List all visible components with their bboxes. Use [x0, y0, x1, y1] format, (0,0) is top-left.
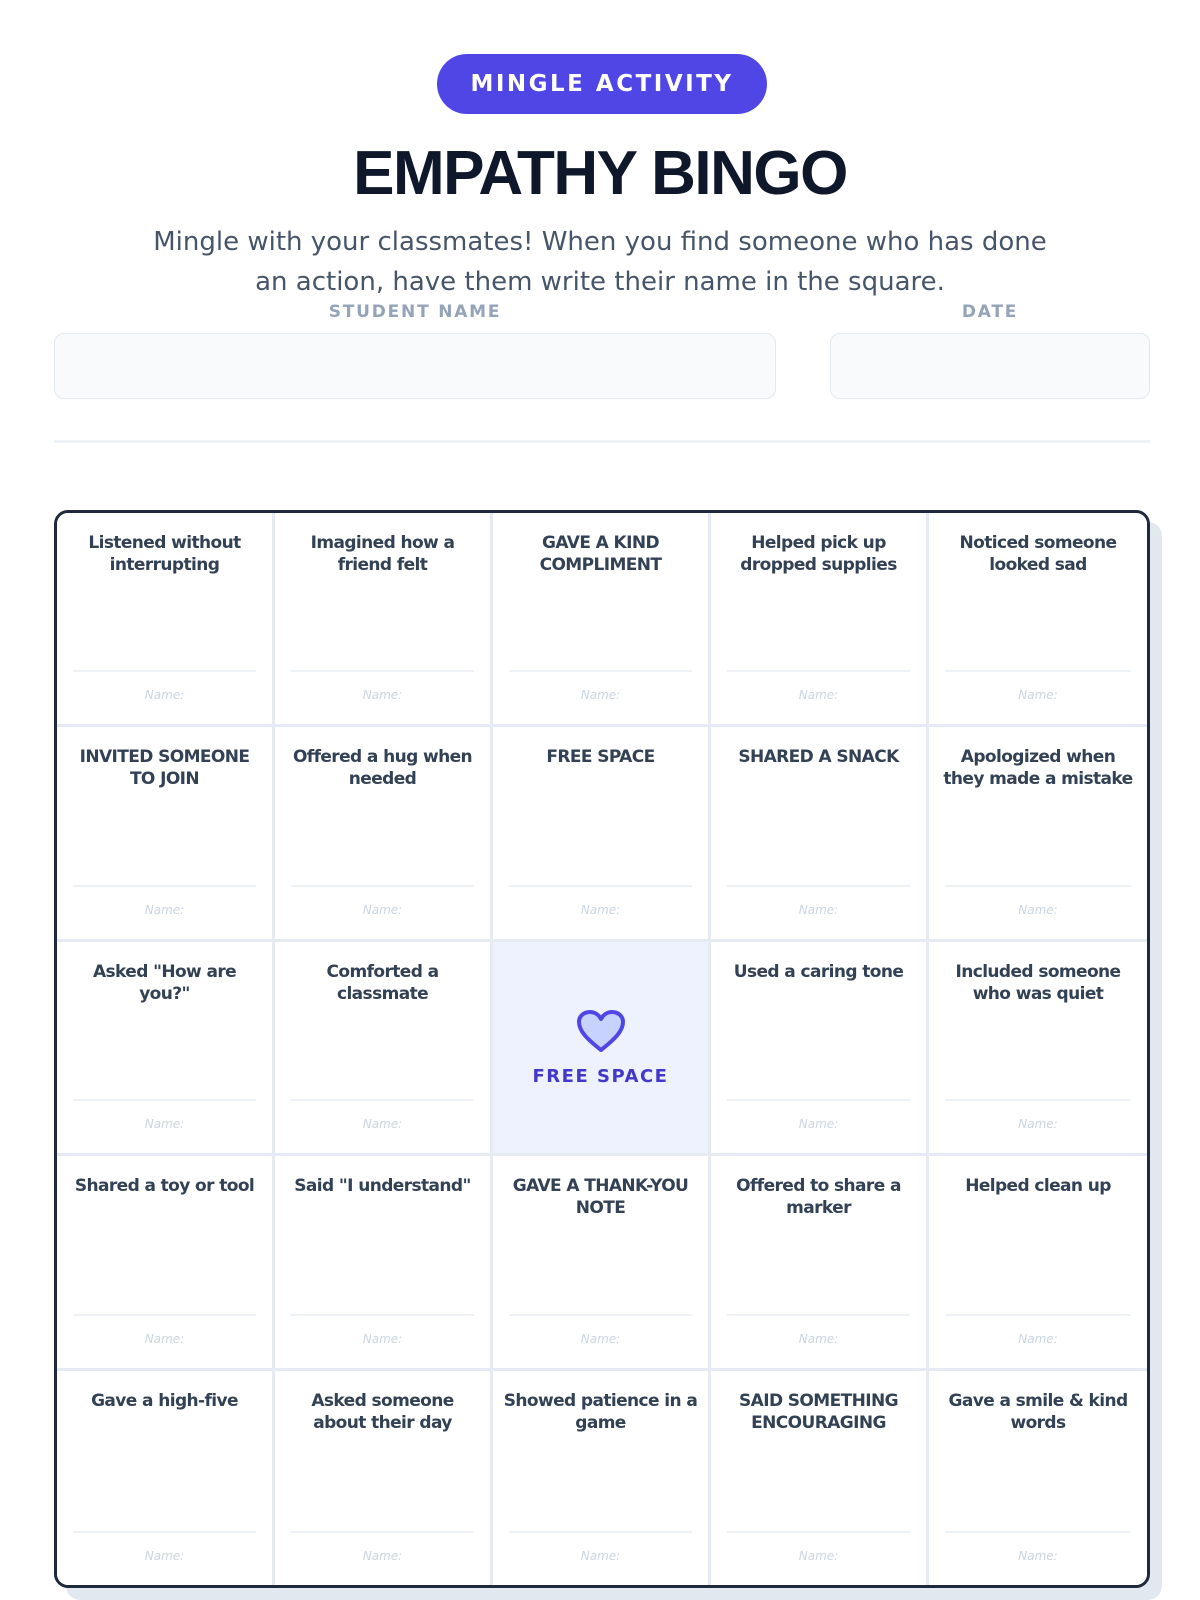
student-name-field[interactable] [54, 333, 776, 399]
bingo-cell-prompt: Listened without interrupting [88, 533, 241, 575]
signature-line [727, 1099, 910, 1101]
bingo-cell-prompt: Included someone who was quiet [955, 961, 1121, 1004]
bingo-cell[interactable] [57, 942, 275, 1156]
activity-badge: MINGLE ACTIVITY [437, 54, 767, 114]
signature-line [73, 1314, 256, 1316]
signature-line [73, 1531, 256, 1533]
signature-line [727, 1531, 910, 1533]
name-placeholder: Name: [362, 1117, 403, 1132]
name-placeholder: Name: [798, 902, 839, 917]
bingo-cell-prompt: SAID SOMETHING ENCOURAGING [739, 1390, 898, 1433]
bingo-cell[interactable] [57, 727, 275, 941]
name-placeholder: Name: [580, 688, 621, 703]
signature-line [291, 670, 474, 672]
name-placeholder: Name: [144, 688, 185, 703]
bingo-cell[interactable] [275, 727, 493, 941]
signature-line [945, 885, 1131, 887]
bingo-cell-prompt: FREE SPACE [546, 747, 655, 768]
bingo-cell[interactable] [711, 727, 929, 941]
name-placeholder: Name: [1018, 688, 1058, 703]
bingo-cell-prompt: Imagined how a friend felt [310, 533, 455, 575]
bingo-cell[interactable] [275, 1371, 493, 1585]
bingo-cell[interactable] [275, 513, 493, 727]
bingo-cell[interactable] [711, 513, 929, 727]
bingo-cell[interactable] [275, 942, 493, 1156]
signature-line [73, 670, 256, 672]
bingo-cell[interactable] [929, 1156, 1147, 1370]
name-placeholder: Name: [1018, 1548, 1058, 1563]
date-label: DATE [961, 302, 1019, 322]
bingo-cell[interactable] [57, 1371, 275, 1585]
bingo-cell-prompt: Shared a toy or tool [74, 1176, 255, 1197]
name-placeholder: Name: [1018, 902, 1058, 917]
free-space-label: FREE SPACE [532, 1065, 669, 1087]
bingo-cell[interactable] [57, 1156, 275, 1370]
signature-line [291, 1531, 474, 1533]
name-placeholder: Name: [798, 1331, 839, 1346]
signature-line [509, 885, 692, 887]
page-title: EMPATHY BINGO [353, 139, 847, 208]
bingo-cell-prompt: Apologized when they made a mistake [943, 747, 1133, 790]
bingo-cell-prompt: Offered a hug when needed [292, 747, 473, 790]
section-divider [54, 440, 1150, 443]
signature-line [509, 1314, 692, 1316]
bingo-cell[interactable] [57, 513, 275, 727]
bingo-cell[interactable] [493, 513, 711, 727]
bingo-cell[interactable] [493, 1371, 711, 1585]
bingo-board [54, 510, 1150, 1588]
bingo-cell-free-space[interactable] [493, 942, 711, 1156]
name-placeholder: Name: [798, 1117, 839, 1132]
name-placeholder: Name: [362, 1548, 403, 1563]
bingo-cell[interactable] [711, 1156, 929, 1370]
bingo-cell-prompt: Helped pick up dropped supplies [740, 533, 897, 575]
name-placeholder: Name: [144, 1548, 185, 1563]
signature-line [73, 1099, 256, 1101]
name-placeholder: Name: [798, 1548, 839, 1563]
date-field[interactable] [830, 333, 1150, 399]
bingo-cell-prompt: Used a caring tone [733, 961, 904, 982]
name-placeholder: Name: [144, 902, 185, 917]
name-placeholder: Name: [1018, 1331, 1058, 1346]
signature-line [509, 1531, 692, 1533]
bingo-cell[interactable] [929, 727, 1147, 941]
bingo-cell[interactable] [929, 942, 1147, 1156]
signature-line [945, 1314, 1131, 1316]
name-placeholder: Name: [798, 688, 839, 703]
bingo-cell-prompt: Comforted a classmate [326, 961, 439, 1004]
free-space-content [493, 942, 708, 1153]
bingo-cell[interactable] [493, 1156, 711, 1370]
bingo-cell[interactable] [711, 942, 929, 1156]
student-name-label: STUDENT NAME [328, 302, 502, 322]
bingo-cell[interactable] [929, 1371, 1147, 1585]
bingo-cell-prompt: SHARED A SNACK [738, 747, 899, 768]
signature-line [945, 1531, 1131, 1533]
bingo-cell-prompt: GAVE A KIND COMPLIMENT [539, 533, 662, 575]
name-placeholder: Name: [362, 1331, 403, 1346]
signature-line [291, 885, 474, 887]
name-placeholder: Name: [1018, 1117, 1058, 1132]
name-placeholder: Name: [580, 902, 621, 917]
bingo-cell-prompt: Showed patience in a game [503, 1390, 698, 1433]
name-placeholder: Name: [362, 688, 403, 703]
signature-line [727, 670, 910, 672]
bingo-cell[interactable] [711, 1371, 929, 1585]
name-placeholder: Name: [144, 1331, 185, 1346]
bingo-cell-prompt: Asked someone about their day [311, 1390, 454, 1433]
bingo-cell-prompt: Said "I understand" [294, 1176, 471, 1197]
bingo-cell[interactable] [493, 727, 711, 941]
instructions-text: Mingle with your classmates! When you find someone who has done an action, have them write their name in the square. [153, 227, 1047, 297]
name-placeholder: Name: [580, 1331, 621, 1346]
signature-line [727, 1314, 910, 1316]
bingo-cell-prompt: GAVE A THANK-YOU NOTE [512, 1176, 689, 1219]
bingo-cell-prompt: Offered to share a marker [736, 1176, 901, 1219]
signature-line [291, 1099, 474, 1101]
bingo-cell[interactable] [275, 1156, 493, 1370]
name-placeholder: Name: [580, 1548, 621, 1563]
signature-line [291, 1314, 474, 1316]
signature-line [73, 885, 256, 887]
signature-line [509, 670, 692, 672]
bingo-cell-prompt: Gave a smile & kind words [948, 1390, 1128, 1433]
bingo-cell-prompt: Asked "How are you?" [92, 961, 237, 1004]
signature-line [945, 670, 1131, 672]
signature-line [945, 1099, 1131, 1101]
bingo-cell[interactable] [929, 513, 1147, 727]
bingo-cell-prompt: Noticed someone looked sad [959, 533, 1117, 575]
name-placeholder: Name: [144, 1117, 185, 1132]
bingo-cell-prompt: Helped clean up [965, 1176, 1111, 1197]
name-placeholder: Name: [362, 902, 403, 917]
bingo-cell-prompt: Gave a high-five [91, 1390, 238, 1411]
heart-icon [575, 1008, 627, 1054]
signature-line [727, 885, 910, 887]
bingo-cell-prompt: INVITED SOMEONE TO JOIN [79, 747, 250, 790]
